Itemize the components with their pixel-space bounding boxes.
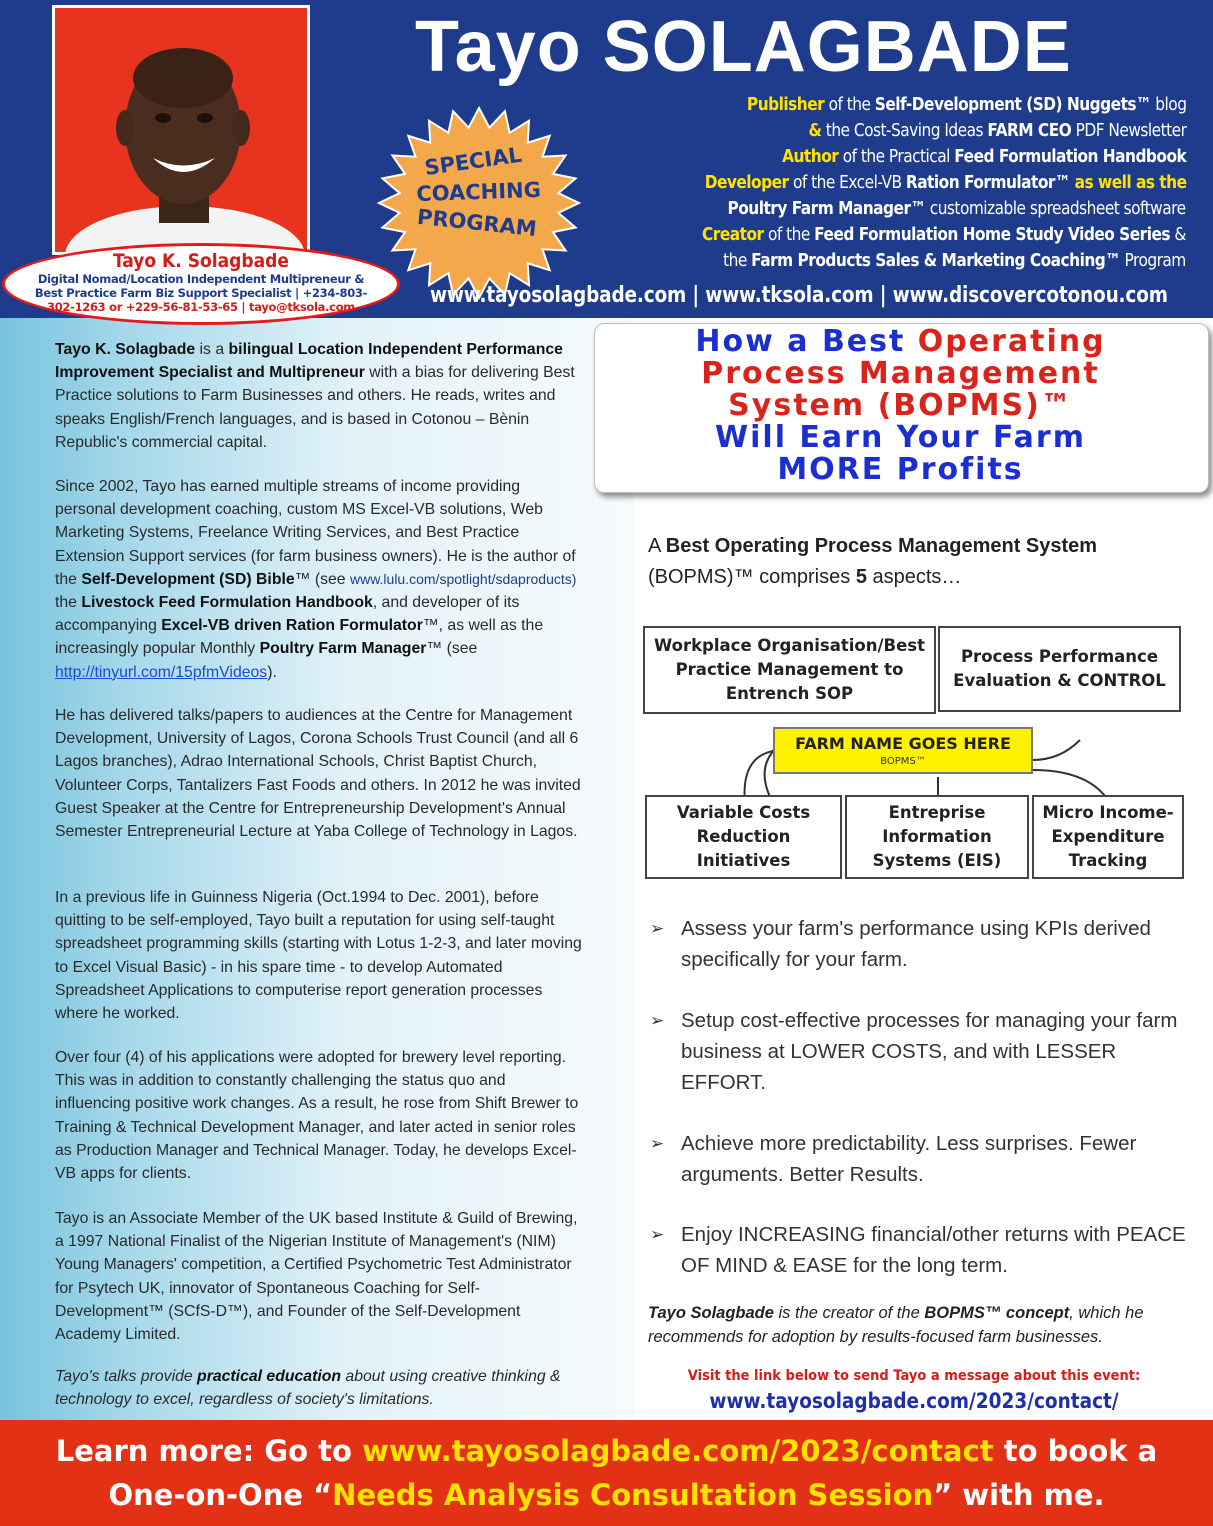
headline-line-2: Process Management bbox=[701, 356, 1100, 391]
benefit-item: ➢ Assess your farm's performance using KPIs derived specifically for your farm. bbox=[650, 913, 1190, 975]
headline-line-3: System (BOPMS)™ bbox=[728, 388, 1073, 423]
headline-line-5: MORE Profits bbox=[777, 452, 1024, 487]
aspect-enterprise-information-systems: Entreprise Information Systems (EIS) bbox=[845, 795, 1029, 879]
badge-line-2: COACHING bbox=[415, 177, 542, 207]
credential-line-6: Creator of the Feed Formulation Home Study Video Series & bbox=[702, 225, 1186, 245]
headline-line-1: How a Best Operating bbox=[695, 324, 1106, 359]
creator-note: Tayo Solagbade is the creator of the BOPMS™ concept, which he recommends for adoption by results-focused farm businesses. bbox=[648, 1304, 1144, 1346]
arrow-bullet-icon: ➢ bbox=[650, 1134, 665, 1153]
footer-contact-link[interactable]: www.tayosolagbade.com/2023/contact bbox=[362, 1434, 994, 1468]
farm-name-box bbox=[773, 727, 1033, 774]
page-title: Tayo SOLAGBADE bbox=[415, 7, 1072, 87]
bio-paragraph-6: Tayo is an Associate Member of the UK based Institute & Guild of Brewing, a 1997 National Finalist of the Nigerian Institute of Management's (NIM) Young Managers' competition, a Certified Psychometric Test Administrator for Psytech UK, innovator of Spontaneous Coaching for Self-Development™ (SCfS-D™), and Founder of the Self-Development Academy Limited. bbox=[55, 1210, 578, 1344]
credential-line-3: Author of the Practical Feed Formulation Handbook bbox=[781, 147, 1186, 167]
benefit-item: ➢ Setup cost-effective processes for managing your farm business at LOWER COSTS, and with LESSER EFFORT. bbox=[650, 1005, 1190, 1098]
bopms-intro: A Best Operating Process Management System (BOPMS)™ comprises 5 aspects… bbox=[648, 535, 1098, 588]
credential-line-1: Publisher of the Self-Development (SD) Nuggets™ blog bbox=[746, 95, 1186, 115]
farm-name-sub: BOPMS™ bbox=[880, 756, 926, 767]
bio-paragraph-4: In a previous life in Guinness Nigeria (Oct.1994 to Dec. 2001), before quitting to be self-employed, Tayo built a reputation for using self-taught spreadsheet programming skills (starting with Lotus 1-2-3, and later moving to Excel Visual Basic) - in his spare time - to develop Automated Spreadsheet Applications to computerise report generation processes where he worked. bbox=[55, 889, 582, 1023]
bio-paragraph-1: Tayo K. Solagbade is a bilingual Location Independent Performance Improvement Specialist and Multipreneur with a bias for delivering Best Practice solutions to Farm Businesses and others. He reads, writes and speaks English/French languages, and is based in Cotonou – Bènin Republic's commercial capital. bbox=[55, 341, 575, 451]
farm-name-title: FARM NAME GOES HERE bbox=[795, 734, 1011, 753]
arrow-bullet-icon: ➢ bbox=[650, 1011, 665, 1030]
bio-paragraph-3: He has delivered talks/papers to audiences at the Centre for Management Development, University of Lagos, Corona Schools Trust Council (and all 6 Lagos branches), Adrao International Schools, Christ Baptist Church, Volunteer Corps, Tantalizers Fast Foods and others. In 2012 he was invited Guest Speaker at the Centre for Entrepreneurship Development's Annual Semester Entrepreneurial Lecture at Yaba College of Technology in Lagos. bbox=[55, 707, 581, 841]
badge-line-3: PROGRAM bbox=[415, 204, 538, 242]
bio-paragraph-7: Tayo's talks provide practical education about using creative thinking & technology to excel, regardless of society's limitations. bbox=[55, 1368, 561, 1409]
aspect-income-expenditure-tracking: Micro Income-Expenditure Tracking bbox=[1032, 795, 1184, 879]
aspect-workplace-organisation: Workplace Organisation/Best Practice Management to Entrench SOP bbox=[643, 626, 936, 714]
contact-link[interactable]: www.tayosolagbade.com/2023/contact/ bbox=[709, 1389, 1119, 1413]
pfm-videos-link[interactable]: http://tinyurl.com/15pfmVideos bbox=[55, 663, 268, 681]
profile-name-badge bbox=[2, 243, 400, 325]
lulu-link[interactable]: www.lulu.com/spotlight/sdaproducts) bbox=[349, 570, 577, 587]
profile-name: Tayo K. Solagbade bbox=[113, 250, 289, 272]
profile-tagline-1: Digital Nomad/Location Independent Multipreneur & bbox=[37, 272, 365, 286]
arrow-bullet-icon: ➢ bbox=[650, 919, 665, 938]
arrow-bullet-icon: ➢ bbox=[650, 1225, 665, 1244]
bio-paragraph-5: Over four (4) of his applications were adopted for brewery level reporting. This was in addition to constantly challenging the status quo and influencing positive work changes. As a result, he rose from Shift Brewer to Training & Technical Development Manager, and later acted in senior roles as Production Manager and Technical Manager. Today, he develops Excel-VB apps for clients. bbox=[55, 1049, 579, 1183]
bio-paragraph-2: Since 2002, Tayo has earned multiple streams of income providing personal development coaching, custom MS Excel-VB solutions, Web Marketing Systems, Freelance Writing Services, and Best Practice Extension Support services (for farm business owners). He is the author of the Self-Development (SD) Bible™ (see www.lulu.com/spotlight/sdaproducts) the Livestock Feed Formulation Handbook, and developer of its accompanying Excel-VB driven Ration Formulator™, as well as the increasingly popular Monthly Poultry Farm Manager™ (see http://tinyurl.com/15pfmVideos). bbox=[55, 478, 577, 681]
credential-line-4: Developer of the Excel-VB Ration Formulator™ as well as the bbox=[704, 173, 1186, 193]
credential-line-7: the Farm Products Sales & Marketing Coaching™ Program bbox=[723, 251, 1186, 271]
aspect-process-performance: Process Performance Evaluation & CONTROL bbox=[938, 626, 1181, 712]
footer-line-2: One-on-One “Needs Analysis Consultation Session” with me. bbox=[108, 1478, 1105, 1512]
badge-line-1: SPECIAL bbox=[423, 142, 524, 181]
footer-line-1: Learn more: Go to www.tayosolagbade.com/2023/contact to book a bbox=[55, 1434, 1158, 1468]
aspect-variable-costs: Variable Costs Reduction Initiatives bbox=[645, 795, 842, 879]
website-links[interactable]: www.tayosolagbade.com | www.tksola.com | www.discovercotonou.com bbox=[430, 283, 1168, 308]
credential-line-2: & the Cost-Saving Ideas FARM CEO PDF Newsletter bbox=[808, 121, 1186, 141]
benefit-item: ➢ Enjoy INCREASING financial/other returns with PEACE OF MIND & EASE for the long term. bbox=[650, 1219, 1190, 1281]
visit-note: Visit the link below to send Tayo a message about this event: bbox=[687, 1368, 1141, 1384]
credential-line-5: Poultry Farm Manager™ customizable spreadsheet software bbox=[727, 199, 1186, 219]
profile-tagline-2: Best Practice Farm Biz Support Specialist | +234-803- bbox=[34, 286, 368, 300]
profile-contact: 302-1263 or +229-56-81-53-65 | tayo@tksola.com bbox=[47, 300, 355, 314]
benefit-item: ➢ Achieve more predictability. Less surprises. Fewer arguments. Better Results. bbox=[650, 1128, 1190, 1190]
profile-photo bbox=[52, 5, 310, 255]
special-coaching-badge bbox=[368, 100, 590, 306]
headline-line-4: Will Earn Your Farm bbox=[715, 420, 1086, 455]
